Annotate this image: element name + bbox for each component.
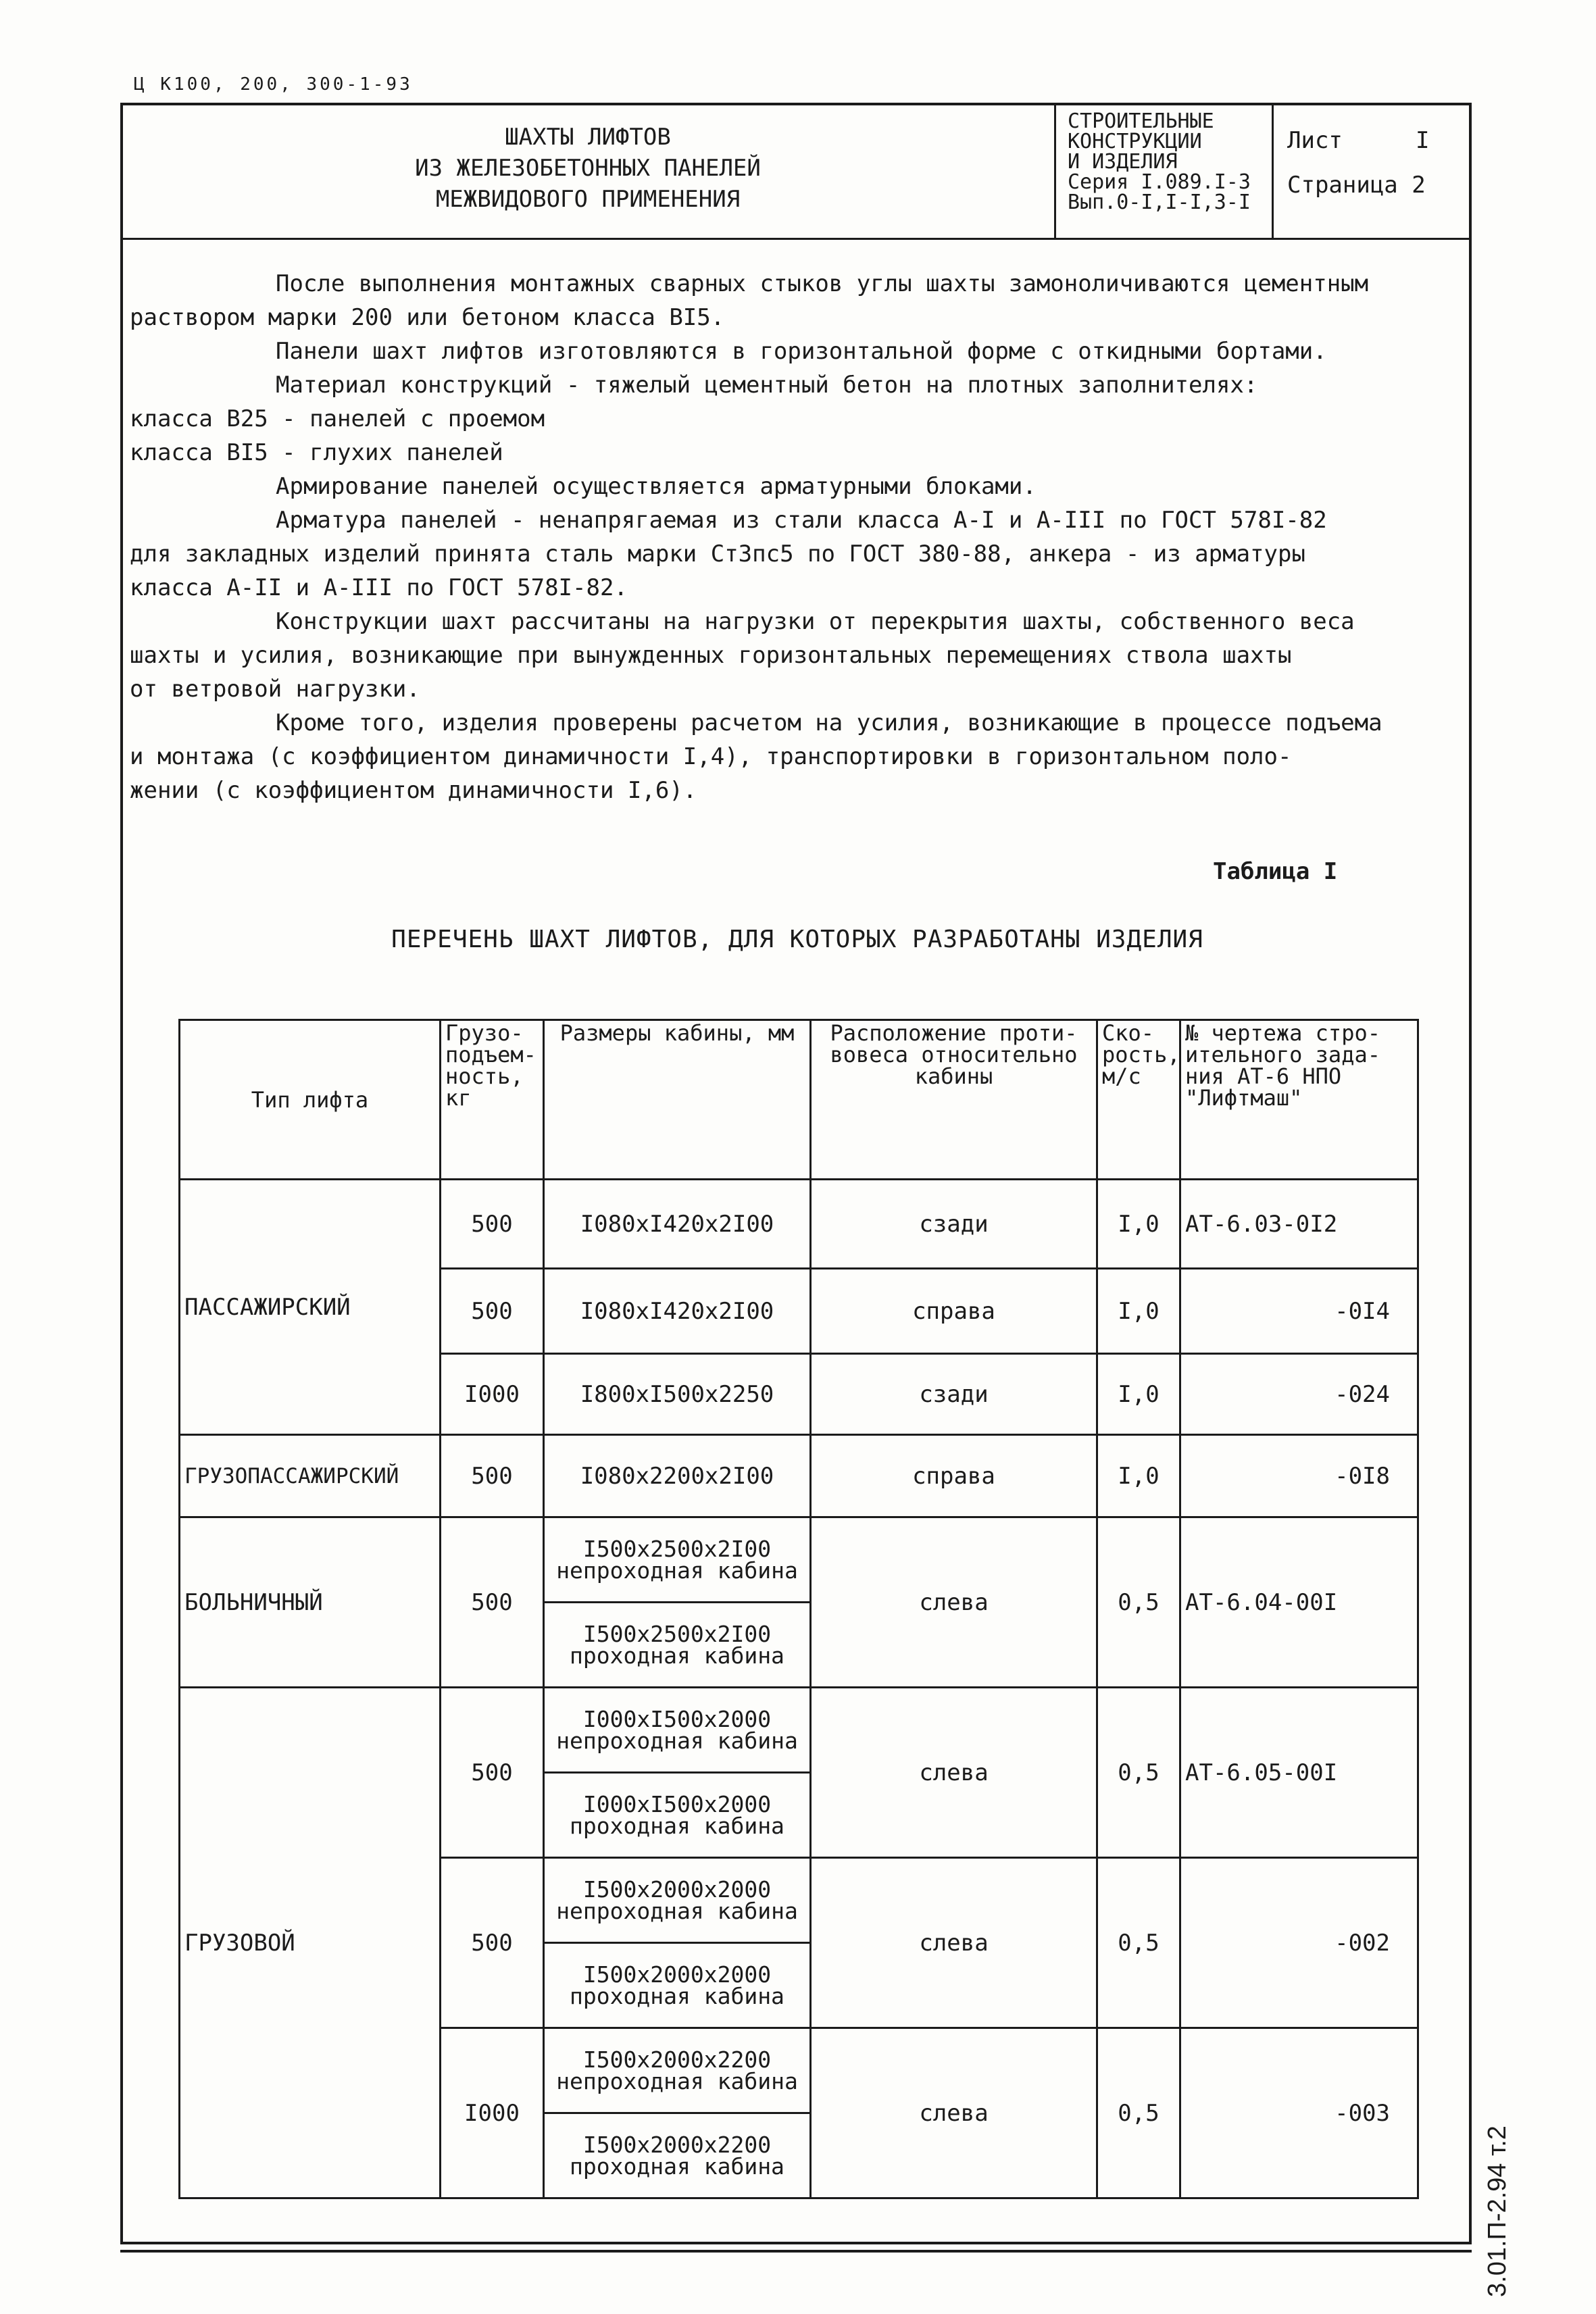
table-row: I500x2000x2000 проходная кабина [180,1943,1418,2028]
header-title: ШАХТЫ ЛИФТОВ ИЗ ЖЕЛЕЗОБЕТОННЫХ ПАНЕЛЕЙ МЕЖВИДОВОГО ПРИМЕНЕНИЯ [415,124,761,213]
table-row: ГРУЗОПАССАЖИРСКИЙ 500 I080x2200x2I00 справа I,0 -0I8 [180,1435,1418,1517]
table-title: ПЕРЕЧЕНЬ ШАХТ ЛИФТОВ, ДЛЯ КОТОРЫХ РАЗРАБОТАНЫ ИЗДЕЛИЯ [391,926,1203,953]
side-stamp: 3.01.П-2.94 т.2 [1483,2126,1512,2297]
header-divider-1 [1054,103,1056,238]
table-row: БОЛЬНИЧНЫЙ 500 I500x2500x2I00 непроходная кабина слева 0,5 АТ-6.04-00I [180,1517,1418,1603]
document-code: Ц К100, 200, 300-1-93 [134,74,413,95]
table-row: 500 I500x2000x2000 непроходная кабина слева 0,5 -002 [180,1858,1418,1943]
header-series: СТРОИТЕЛЬНЫЕ КОНСТРУКЦИИ И ИЗДЕЛИЯ Серия I.089.I-3 Вып.0-I,I-I,3-I [1068,109,1251,214]
table-row: ГРУЗОВОЙ 500 I000xI500x2000 непроходная кабина слева 0,5 АТ-6.05-00I [180,1688,1418,1773]
table-row: I000xI500x2000 проходная кабина [180,1773,1418,1858]
sheet-value: I [1416,127,1430,154]
table-number: Таблица I [1213,858,1338,885]
frame-bottom-line [120,2250,1472,2253]
table-header-row: Тип лифта Грузо-подъем-ность, кг Размеры кабины, мм Расположение проти-вовеса относительно кабины Ско-рость, м/с № чертежа стро-ительного зада-ния АТ-6 НПО "Лифтмаш" [180,1020,1418,1180]
table-row: I000 I500x2000x2200 непроходная кабина слева 0,5 -003 [180,2028,1418,2113]
sheet-label: Лист [1287,127,1343,154]
page-label: Страница [1287,172,1398,199]
table-row: I500x2000x2200 проходная кабина [180,2113,1418,2198]
header-divider-2 [1272,103,1274,238]
table-row: I000 I800xI500x2250 сзади I,0 -024 [180,1354,1418,1435]
header-sheet-info [1287,118,1463,207]
table-row: ПАССАЖИРСКИЙ 500 I080xI420x2I00 сзади I,0 АТ-6.03-0I2 [180,1180,1418,1269]
lift-shafts-table [178,1019,1419,2199]
table-row: I500x2500x2I00 проходная кабина [180,1603,1418,1688]
page-value: 2 [1412,172,1426,199]
body-text: После выполнения монтажных сварных стыков углы шахты замоноличиваются цементным раствором марки 200 или бетоном класса BI5. Панели шахт лифтов изготовляются в горизонтальной форме с откидными бортами. Материал конструкций - тяжелый цементный бетон на плотных заполнителях: класса B25 - панелей с проемом класса BI5 - глухих панелей Армирование панелей осуществляется арматурными блоками. Арматура панелей - ненапрягаемая из стали класса A-I и A-III по ГОСТ 578I-82 для закладных изделий принята сталь марки Ст3пс5 по ГОСТ 380-88, анкера - из арматуры класса A-II и A-III по ГОСТ 578I-82. Конструкции шахт рассчитаны на нагрузки от перекрытия шахты, собственного веса шахты и усилия, возникающие при вынужденных горизонтальных перемещениях ствола шахты от ветровой нагрузки. Кроме того, изделия проверены расчетом на усилия, возникающие в процессе подъема и монтажа (с коэффициентом динамичности I,4), транспортировки в горизонтальном поло- жении (с коэффициентом динамичности I,6). [130,270,1382,804]
header-divider [120,238,1472,240]
table-row: 500 I080xI420x2I00 справа I,0 -0I4 [180,1269,1418,1354]
